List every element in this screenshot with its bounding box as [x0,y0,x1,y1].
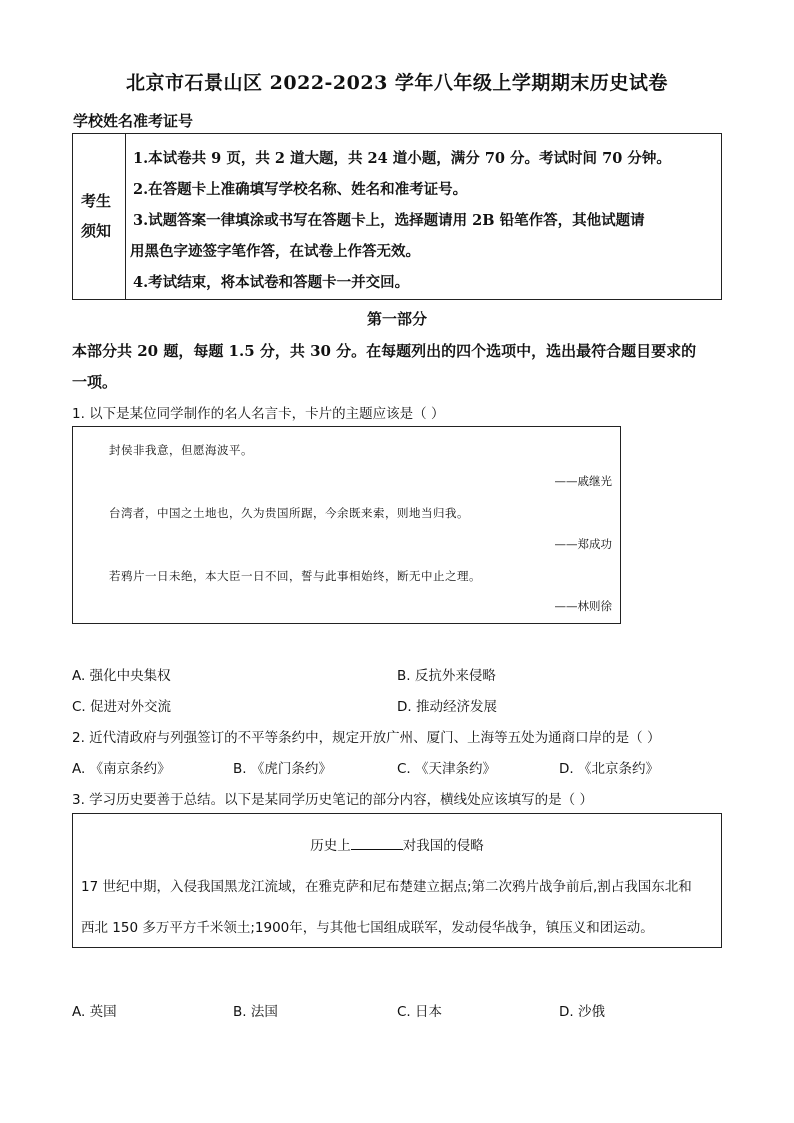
quote-text: 台湾者，中国之土地也，久为贵国所踞，今余既来索，则地当归我。 [109,506,469,520]
quote-card [72,426,621,624]
option-c[interactable]: C. 日本 [397,1004,443,1020]
quote-author: ——戚继光 [554,474,612,488]
option-b[interactable]: B. 《虎门条约》 [233,761,332,777]
exam-notice-box [72,133,722,300]
notes-line-1: 17 世纪中期，入侵我国黑龙江流域，在雅克萨和尼布楚建立据点;第二次鸦片战争前后,割占我国东北和 [81,879,692,895]
quote-text: 若鸦片一日未绝，本大臣一日不回，誓与此事相始终，断无中止之理。 [109,569,481,583]
option-b[interactable]: B. 法国 [233,1004,278,1020]
option-c[interactable]: C. 《天津条约》 [397,761,497,777]
quote-author: ——郑成功 [554,537,612,551]
part-intro-line2: 一项。 [72,373,118,391]
notice-label [73,134,126,299]
part-intro-line1: 本部分共 20 题，每题 1.5 分，共 30 分。在每题列出的四个选项中，选出最符合题目要求的 [72,342,697,360]
option-d[interactable]: D. 推动经济发展 [397,699,497,715]
history-notes-box [72,813,722,948]
student-info-line: 学校姓名准考证号 [73,112,194,130]
fill-blank [351,838,403,850]
question-3-stem: 3. 学习历史要善于总结。以下是某同学历史笔记的部分内容，横线处应该填写的是（ ） [72,792,593,808]
notice-label-line1: 考生 [81,192,112,210]
option-a[interactable]: A. 英国 [72,1004,117,1020]
notice-rule-4: 4.考试结束，将本试卷和答题卡一并交回。 [133,274,410,291]
notes-heading-after: 对我国的侵略 [402,838,484,854]
notes-heading-before: 历史上 [310,838,351,854]
notice-rule-3-cont: 用黑色字迹签字笔作答，在试卷上作答无效。 [130,243,420,260]
quote-author: ——林则徐 [554,599,612,613]
page-title: 北京市石景山区 2022-2023 学年八年级上学期期末历史试卷 [126,72,668,94]
notice-rule-3: 3.试题答案一律填涂或书写在答题卡上，选择题请用 2B 铅笔作答，其他试题请 [133,212,645,229]
quote-text: 封侯非我意，但愿海波平。 [109,443,253,457]
question-2-stem: 2. 近代清政府与列强签订的不平等条约中，规定开放广州、厦门、上海等五处为通商口岸的是（ ） [72,730,661,746]
notes-line-2: 西北 150 多万平方千米领土;1900年，与其他七国组成联军，发动侵华战争，镇压义和团运动。 [81,920,654,936]
option-d[interactable]: D. 沙俄 [559,1004,605,1020]
option-b[interactable]: B. 反抗外来侵略 [397,668,496,684]
notes-heading [73,834,721,854]
notice-rule-1: 1.本试卷共 9 页，共 2 道大题，共 24 道小题，满分 70 分。考试时间 70 分钟。 [133,150,671,167]
option-a[interactable]: A. 强化中央集权 [72,668,171,684]
notice-label-line2: 须知 [81,222,112,240]
part-title: 第一部分 [366,310,427,328]
option-d[interactable]: D. 《北京条约》 [559,761,659,777]
question-1-stem: 1. 以下是某位同学制作的名人名言卡，卡片的主题应该是（ ） [72,406,445,422]
option-c[interactable]: C. 促进对外交流 [72,699,172,715]
notice-rule-2: 2.在答题卡上准确填写学校名称、姓名和准考证号。 [133,181,468,198]
option-a[interactable]: A. 《南京条约》 [72,761,171,777]
